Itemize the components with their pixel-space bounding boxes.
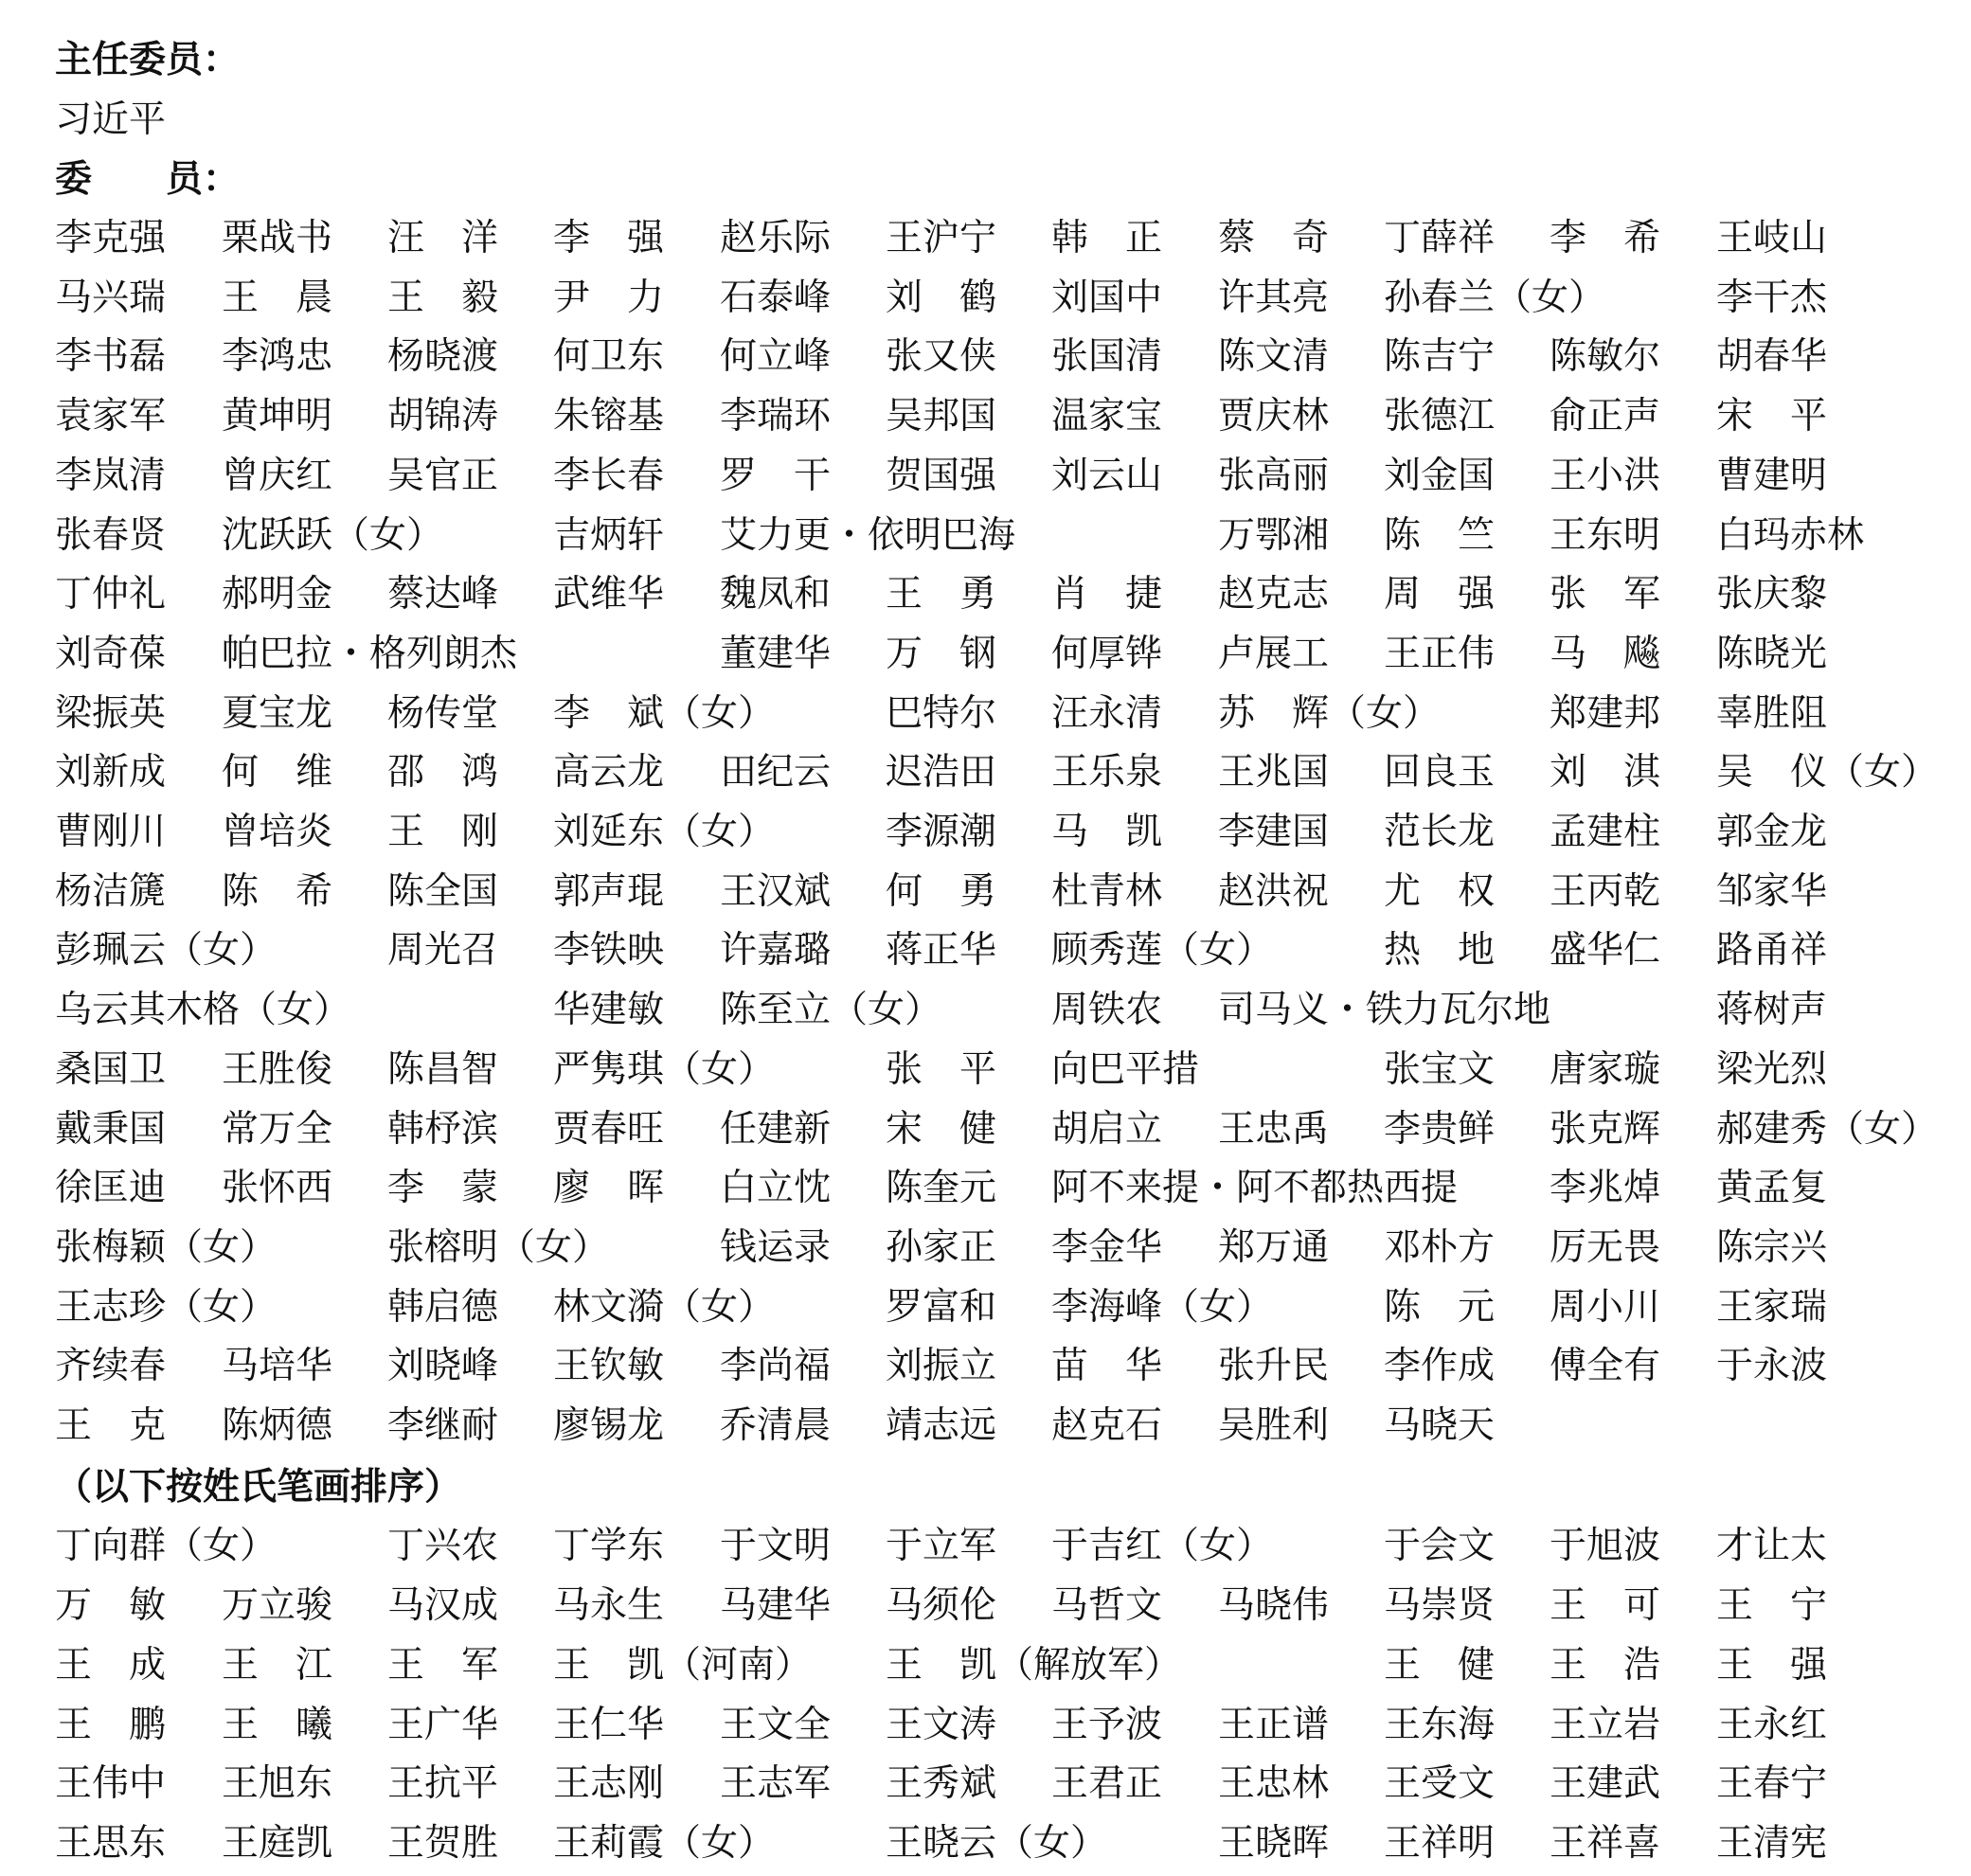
member-name: 刘延东（女） bbox=[553, 811, 776, 853]
name-row bbox=[0, 1047, 1971, 1100]
member-name: 张克辉 bbox=[1550, 1107, 1661, 1151]
member-name: 张升民 bbox=[1218, 1345, 1330, 1388]
member-name: 王抗平 bbox=[387, 1762, 499, 1806]
member-name: 李 斌（女） bbox=[553, 691, 776, 735]
member-name: 郑建邦 bbox=[1550, 691, 1661, 735]
member-name: 何 维 bbox=[222, 751, 333, 795]
name-row bbox=[0, 751, 1971, 803]
member-name: 李鸿忠 bbox=[222, 335, 333, 379]
member-name: 钱运录 bbox=[720, 1225, 832, 1269]
member-name: 路甬祥 bbox=[1716, 929, 1828, 973]
member-name: 王 江 bbox=[222, 1643, 333, 1687]
member-name: 罗 干 bbox=[720, 454, 832, 497]
member-name: 马须伦 bbox=[886, 1584, 997, 1628]
member-name: 巴特尔 bbox=[886, 691, 997, 735]
member-name: 陈文清 bbox=[1218, 335, 1330, 379]
name-row bbox=[0, 929, 1971, 981]
member-name: 张宝文 bbox=[1384, 1047, 1496, 1091]
member-name: 王东海 bbox=[1384, 1703, 1496, 1746]
member-name: 许其亮 bbox=[1218, 276, 1330, 319]
member-name: 王沪宁 bbox=[886, 217, 997, 259]
name-row bbox=[0, 573, 1971, 625]
member-name: 傅全有 bbox=[1550, 1345, 1661, 1388]
member-name: 李 希 bbox=[1550, 217, 1661, 259]
name-row bbox=[0, 1345, 1971, 1397]
member-name: 刘国中 bbox=[1051, 276, 1163, 319]
member-name: 王东明 bbox=[1550, 513, 1661, 557]
member-name: 王广华 bbox=[387, 1703, 499, 1746]
member-name: 梁振英 bbox=[55, 691, 167, 735]
member-name: 何卫东 bbox=[553, 335, 665, 379]
name-row bbox=[0, 1167, 1971, 1219]
name-row bbox=[0, 513, 1971, 566]
member-name: 唐家璇 bbox=[1550, 1047, 1661, 1091]
member-name: 王 克 bbox=[55, 1404, 167, 1447]
member-name: 石泰峰 bbox=[720, 276, 832, 319]
member-name: 孟建柱 bbox=[1550, 811, 1661, 853]
name-row bbox=[0, 1404, 1971, 1456]
member-name: 何厚铧 bbox=[1051, 632, 1163, 675]
member-name: 刘晓峰 bbox=[387, 1345, 499, 1388]
member-name: 杨传堂 bbox=[387, 691, 499, 735]
member-name: 邵 鸿 bbox=[387, 751, 499, 795]
name-row bbox=[0, 217, 1971, 269]
member-name: 曹刚川 bbox=[55, 811, 167, 853]
member-name: 阿不来提・阿不都热西提 bbox=[1051, 1167, 1459, 1210]
member-name: 李作成 bbox=[1384, 1345, 1496, 1388]
member-name: 刘金国 bbox=[1384, 454, 1496, 497]
member-name: 马晓伟 bbox=[1218, 1584, 1330, 1628]
member-name: 徐匡迪 bbox=[55, 1167, 167, 1210]
name-row bbox=[0, 813, 1971, 863]
member-name: 刘振立 bbox=[886, 1345, 997, 1388]
member-name: 田纪云 bbox=[720, 751, 832, 795]
member-name: 王小洪 bbox=[1550, 454, 1661, 497]
member-name: 王受文 bbox=[1384, 1762, 1496, 1806]
member-name: 董建华 bbox=[720, 632, 832, 675]
member-name: 刘 淇 bbox=[1550, 751, 1661, 795]
member-name: 刘云山 bbox=[1051, 454, 1163, 497]
member-name: 丁学东 bbox=[553, 1525, 665, 1568]
member-name: 吴邦国 bbox=[886, 395, 997, 438]
member-name: 苏 辉（女） bbox=[1218, 691, 1441, 735]
member-name: 魏凤和 bbox=[720, 573, 832, 616]
member-name: 丁仲礼 bbox=[55, 573, 167, 616]
member-name: 王思东 bbox=[55, 1821, 167, 1865]
member-name: 郭声琨 bbox=[553, 869, 665, 913]
member-name: 何立峰 bbox=[720, 335, 832, 379]
chair-name: 习近平 bbox=[55, 98, 167, 141]
member-name: 万 敏 bbox=[55, 1584, 167, 1628]
member-name: 王 可 bbox=[1550, 1584, 1661, 1628]
member-name: 王仁华 bbox=[553, 1703, 665, 1746]
member-name: 郑万通 bbox=[1218, 1225, 1330, 1269]
member-name: 王岐山 bbox=[1716, 217, 1828, 259]
member-name: 任建新 bbox=[720, 1107, 832, 1151]
member-name: 张 军 bbox=[1550, 573, 1661, 616]
member-name: 吴 仪（女） bbox=[1716, 751, 1939, 795]
member-name: 李岚清 bbox=[55, 454, 167, 497]
name-row bbox=[0, 1762, 1971, 1814]
name-row bbox=[0, 1225, 1971, 1278]
member-name: 李贵鲜 bbox=[1384, 1107, 1496, 1151]
member-name: 李源潮 bbox=[886, 811, 997, 853]
member-name: 王志军 bbox=[720, 1762, 832, 1806]
member-name: 李铁映 bbox=[553, 929, 665, 973]
member-name: 王春宁 bbox=[1716, 1762, 1828, 1806]
member-name: 王汉斌 bbox=[720, 869, 832, 913]
member-name: 曾庆红 bbox=[222, 454, 333, 497]
member-name: 马永生 bbox=[553, 1584, 665, 1628]
member-name: 蒋正华 bbox=[886, 929, 997, 973]
member-name: 郝明金 bbox=[222, 573, 333, 616]
member-name: 蔡 奇 bbox=[1218, 217, 1330, 259]
name-row bbox=[0, 869, 1971, 922]
name-row bbox=[0, 395, 1971, 447]
member-name: 高云龙 bbox=[553, 751, 665, 795]
member-name: 王 凯（河南） bbox=[553, 1643, 813, 1687]
member-name: 于立军 bbox=[886, 1525, 997, 1568]
member-name: 赵克石 bbox=[1051, 1404, 1163, 1447]
member-name: 马哲文 bbox=[1051, 1584, 1163, 1628]
member-name: 汪永清 bbox=[1051, 691, 1163, 735]
member-name: 张梅颖（女） bbox=[55, 1225, 278, 1269]
member-name: 王 宁 bbox=[1716, 1584, 1828, 1628]
member-name: 马汉成 bbox=[387, 1584, 499, 1628]
member-name: 吴胜利 bbox=[1218, 1404, 1330, 1447]
member-name: 陈至立（女） bbox=[720, 989, 942, 1032]
member-name: 王正伟 bbox=[1384, 632, 1496, 675]
member-name: 王 曦 bbox=[222, 1703, 333, 1746]
member-name: 王 刚 bbox=[387, 811, 499, 853]
member-name: 曹建明 bbox=[1716, 454, 1828, 497]
member-name: 陈晓光 bbox=[1716, 632, 1828, 675]
member-name: 于会文 bbox=[1384, 1525, 1496, 1568]
member-name: 周铁农 bbox=[1051, 989, 1163, 1032]
member-name: 张怀西 bbox=[222, 1167, 333, 1210]
member-name: 陈 元 bbox=[1384, 1285, 1496, 1329]
member-name: 张 平 bbox=[886, 1047, 997, 1091]
member-name: 孙春兰（女） bbox=[1384, 276, 1606, 319]
member-name: 李建国 bbox=[1218, 811, 1330, 853]
member-name: 赵乐际 bbox=[720, 217, 832, 259]
member-name: 戴秉国 bbox=[55, 1107, 167, 1151]
member-name: 汪 洋 bbox=[387, 217, 499, 259]
member-name: 万立骏 bbox=[222, 1584, 333, 1628]
member-name: 尤 权 bbox=[1384, 869, 1496, 913]
member-name: 王 鹏 bbox=[55, 1703, 167, 1746]
member-name: 林文漪（女） bbox=[553, 1285, 776, 1329]
name-row bbox=[0, 335, 1971, 387]
member-name: 肖 捷 bbox=[1051, 573, 1163, 616]
member-name: 刘 鹤 bbox=[886, 276, 997, 319]
member-name: 夏宝龙 bbox=[222, 691, 333, 735]
member-name: 王 军 bbox=[387, 1643, 499, 1687]
member-name: 李海峰（女） bbox=[1051, 1285, 1274, 1329]
member-name: 范长龙 bbox=[1384, 811, 1496, 853]
member-name: 王晓晖 bbox=[1218, 1821, 1330, 1865]
member-name: 艾力更・依明巴海 bbox=[720, 513, 1016, 557]
member-name: 王胜俊 bbox=[222, 1047, 333, 1091]
member-name: 王庭凯 bbox=[222, 1821, 333, 1865]
member-name: 盛华仁 bbox=[1550, 929, 1661, 973]
member-name: 陈奎元 bbox=[886, 1167, 997, 1210]
member-name: 丁兴农 bbox=[387, 1525, 499, 1568]
member-name: 郝建秀（女） bbox=[1716, 1107, 1939, 1151]
member-name: 顾秀莲（女） bbox=[1051, 929, 1274, 973]
member-name: 马培华 bbox=[222, 1345, 333, 1388]
member-name: 李兆焯 bbox=[1550, 1167, 1661, 1210]
name-row bbox=[0, 276, 1971, 329]
member-name: 王 浩 bbox=[1550, 1643, 1661, 1687]
name-row bbox=[0, 1285, 1971, 1338]
member-name: 梁光烈 bbox=[1716, 1047, 1828, 1091]
name-row bbox=[0, 1525, 1971, 1577]
member-name: 王祥喜 bbox=[1550, 1821, 1661, 1865]
member-name: 王 凯（解放军） bbox=[886, 1643, 1182, 1687]
member-name: 靖志远 bbox=[886, 1404, 997, 1447]
member-name: 陈昌智 bbox=[387, 1047, 499, 1091]
member-name: 王晓云（女） bbox=[886, 1821, 1108, 1865]
name-row bbox=[0, 691, 1971, 744]
member-name: 苗 华 bbox=[1051, 1345, 1163, 1388]
member-name: 孙家正 bbox=[886, 1225, 997, 1269]
member-name: 马晓天 bbox=[1384, 1404, 1496, 1447]
member-name: 杨晓渡 bbox=[387, 335, 499, 379]
member-name: 邓朴方 bbox=[1384, 1225, 1496, 1269]
member-name: 李克强 bbox=[55, 217, 167, 259]
member-name: 栗战书 bbox=[222, 217, 333, 259]
member-name: 朱镕基 bbox=[553, 395, 665, 438]
member-name: 李尚福 bbox=[720, 1345, 832, 1388]
member-name: 王丙乾 bbox=[1550, 869, 1661, 913]
name-row bbox=[0, 1107, 1971, 1160]
member-name: 陈宗兴 bbox=[1716, 1225, 1828, 1269]
member-name: 回良玉 bbox=[1384, 751, 1496, 795]
member-name: 陈吉宁 bbox=[1384, 335, 1496, 379]
member-name: 宋 平 bbox=[1716, 395, 1828, 438]
member-name: 王旭东 bbox=[222, 1762, 333, 1806]
member-name: 王立岩 bbox=[1550, 1703, 1661, 1746]
member-name: 王 勇 bbox=[886, 573, 997, 616]
member-name: 陈炳德 bbox=[222, 1404, 333, 1447]
member-name: 王志刚 bbox=[553, 1762, 665, 1806]
member-name: 乔清晨 bbox=[720, 1404, 832, 1447]
member-name: 杨洁篪 bbox=[55, 869, 167, 913]
member-name: 王建武 bbox=[1550, 1762, 1661, 1806]
member-name: 温家宝 bbox=[1051, 395, 1163, 438]
member-name: 于吉红（女） bbox=[1051, 1525, 1274, 1568]
member-name: 迟浩田 bbox=[886, 751, 997, 795]
member-name: 常万全 bbox=[222, 1107, 333, 1151]
member-name: 蒋树声 bbox=[1716, 989, 1828, 1032]
member-name: 胡春华 bbox=[1716, 335, 1828, 379]
member-name: 华建敏 bbox=[553, 989, 665, 1032]
member-name: 张德江 bbox=[1384, 395, 1496, 438]
member-name: 王祥明 bbox=[1384, 1821, 1496, 1865]
member-name: 黄坤明 bbox=[222, 395, 333, 438]
member-name: 吴官正 bbox=[387, 454, 499, 497]
member-name: 马崇贤 bbox=[1384, 1584, 1496, 1628]
member-name: 陈敏尔 bbox=[1550, 335, 1661, 379]
member-name: 丁薛祥 bbox=[1384, 217, 1496, 259]
member-name: 李瑞环 bbox=[720, 395, 832, 438]
members-heading: 委 员： bbox=[55, 157, 241, 201]
member-name: 李长春 bbox=[553, 454, 665, 497]
member-name: 张又侠 bbox=[886, 335, 997, 379]
member-name: 于旭波 bbox=[1550, 1525, 1661, 1568]
member-name: 韩启德 bbox=[387, 1285, 499, 1329]
member-name: 李金华 bbox=[1051, 1225, 1163, 1269]
member-name: 赵克志 bbox=[1218, 573, 1330, 616]
member-name: 王 晨 bbox=[222, 276, 333, 319]
member-name: 武维华 bbox=[553, 573, 665, 616]
member-name: 郭金龙 bbox=[1716, 811, 1828, 853]
member-name: 胡启立 bbox=[1051, 1107, 1163, 1151]
member-name: 彭珮云（女） bbox=[55, 929, 278, 973]
name-row bbox=[0, 1643, 1971, 1696]
member-name: 张春贤 bbox=[55, 513, 167, 557]
name-row bbox=[0, 632, 1971, 685]
member-name: 王乐泉 bbox=[1051, 751, 1163, 795]
member-name: 黄孟复 bbox=[1716, 1167, 1828, 1210]
member-name: 王家瑞 bbox=[1716, 1285, 1828, 1329]
member-name: 贺国强 bbox=[886, 454, 997, 497]
member-name: 贾庆林 bbox=[1218, 395, 1330, 438]
chair-heading: 主任委员： bbox=[55, 38, 241, 81]
member-name: 乌云其木格（女） bbox=[55, 989, 351, 1032]
member-name: 袁家军 bbox=[55, 395, 167, 438]
member-name: 马 凯 bbox=[1051, 811, 1163, 853]
member-name: 宋 健 bbox=[886, 1107, 997, 1151]
member-name: 沈跃跃（女） bbox=[222, 513, 444, 557]
member-name: 蔡达峰 bbox=[387, 573, 499, 616]
member-name: 张国清 bbox=[1051, 335, 1163, 379]
member-name: 王贺胜 bbox=[387, 1821, 499, 1865]
member-name: 曾培炎 bbox=[222, 811, 333, 853]
member-name: 胡锦涛 bbox=[387, 395, 499, 438]
member-name: 王忠林 bbox=[1218, 1762, 1330, 1806]
member-name: 韩 正 bbox=[1051, 217, 1163, 259]
member-name: 帕巴拉・格列朗杰 bbox=[222, 632, 518, 675]
member-name: 王秀斌 bbox=[886, 1762, 997, 1806]
member-name: 王永红 bbox=[1716, 1703, 1828, 1746]
member-name: 李干杰 bbox=[1716, 276, 1828, 319]
name-row bbox=[0, 989, 1971, 1041]
member-name: 严隽琪（女） bbox=[553, 1047, 776, 1091]
member-name: 王君正 bbox=[1051, 1762, 1163, 1806]
member-name: 赵洪祝 bbox=[1218, 869, 1330, 913]
member-name: 马建华 bbox=[720, 1584, 832, 1628]
member-name: 廖 晖 bbox=[553, 1167, 665, 1210]
member-name: 邹家华 bbox=[1716, 869, 1828, 913]
member-name: 周小川 bbox=[1550, 1285, 1661, 1329]
member-name: 卢展工 bbox=[1218, 632, 1330, 675]
member-name: 王清宪 bbox=[1716, 1821, 1828, 1865]
name-row bbox=[0, 1703, 1971, 1756]
member-name: 辜胜阻 bbox=[1716, 691, 1828, 735]
name-row bbox=[0, 1821, 1971, 1874]
member-name: 尹 力 bbox=[553, 276, 665, 319]
member-name: 王文涛 bbox=[886, 1703, 997, 1746]
member-name: 齐续春 bbox=[55, 1345, 167, 1388]
member-name: 马 飚 bbox=[1550, 632, 1661, 675]
member-name: 向巴平措 bbox=[1051, 1047, 1200, 1091]
member-name: 王伟中 bbox=[55, 1762, 167, 1806]
member-name: 李 强 bbox=[553, 217, 665, 259]
member-name: 王正谱 bbox=[1218, 1703, 1330, 1746]
member-name: 桑国卫 bbox=[55, 1047, 167, 1091]
member-name: 贾春旺 bbox=[553, 1107, 665, 1151]
member-name: 韩杼滨 bbox=[387, 1107, 499, 1151]
member-name: 何 勇 bbox=[886, 869, 997, 913]
order-note: （以下按姓氏笔画排序） bbox=[55, 1464, 462, 1509]
member-name: 许嘉璐 bbox=[720, 929, 832, 973]
member-name: 周光召 bbox=[387, 929, 499, 973]
member-name: 李 蒙 bbox=[387, 1167, 499, 1210]
member-name: 于永波 bbox=[1716, 1345, 1828, 1388]
member-name: 陈 竺 bbox=[1384, 513, 1496, 557]
member-name: 李书磊 bbox=[55, 335, 167, 379]
member-name: 丁向群（女） bbox=[55, 1525, 278, 1568]
member-name: 万 钢 bbox=[886, 632, 997, 675]
member-name: 王忠禹 bbox=[1218, 1107, 1330, 1151]
member-name: 吉炳轩 bbox=[553, 513, 665, 557]
member-name: 刘奇葆 bbox=[55, 632, 167, 675]
name-row bbox=[0, 1584, 1971, 1636]
member-name: 廖锡龙 bbox=[553, 1404, 665, 1447]
member-name: 才让太 bbox=[1716, 1525, 1828, 1568]
member-name: 白玛赤林 bbox=[1716, 513, 1865, 557]
member-name: 王 毅 bbox=[387, 276, 499, 319]
member-name: 万鄂湘 bbox=[1218, 513, 1330, 557]
member-name: 王兆国 bbox=[1218, 751, 1330, 795]
member-name: 张高丽 bbox=[1218, 454, 1330, 497]
member-name: 王钦敏 bbox=[553, 1345, 665, 1388]
member-name: 马兴瑞 bbox=[55, 276, 167, 319]
member-name: 热 地 bbox=[1384, 929, 1496, 973]
member-name: 张榕明（女） bbox=[387, 1225, 610, 1269]
member-name: 张庆黎 bbox=[1716, 573, 1828, 616]
member-name: 王莉霞（女） bbox=[553, 1821, 776, 1865]
member-name: 陈全国 bbox=[387, 869, 499, 913]
member-name: 王 健 bbox=[1384, 1643, 1496, 1687]
member-name: 司马义・铁力瓦尔地 bbox=[1218, 989, 1551, 1032]
member-name: 王 成 bbox=[55, 1643, 167, 1687]
member-name: 周 强 bbox=[1384, 573, 1496, 616]
member-name: 白立忱 bbox=[720, 1167, 832, 1210]
member-name: 俞正声 bbox=[1550, 395, 1661, 438]
member-name: 王文全 bbox=[720, 1703, 832, 1746]
name-row bbox=[0, 454, 1971, 507]
member-name: 李继耐 bbox=[387, 1404, 499, 1447]
member-name: 王 强 bbox=[1716, 1643, 1828, 1687]
member-name: 于文明 bbox=[720, 1525, 832, 1568]
member-name: 刘新成 bbox=[55, 751, 167, 795]
member-name: 王予波 bbox=[1051, 1703, 1163, 1746]
member-name: 王志珍（女） bbox=[55, 1285, 278, 1329]
member-name: 杜青林 bbox=[1051, 869, 1163, 913]
member-name: 罗富和 bbox=[886, 1285, 997, 1329]
member-name: 陈 希 bbox=[222, 869, 333, 913]
member-name: 厉无畏 bbox=[1550, 1225, 1661, 1269]
